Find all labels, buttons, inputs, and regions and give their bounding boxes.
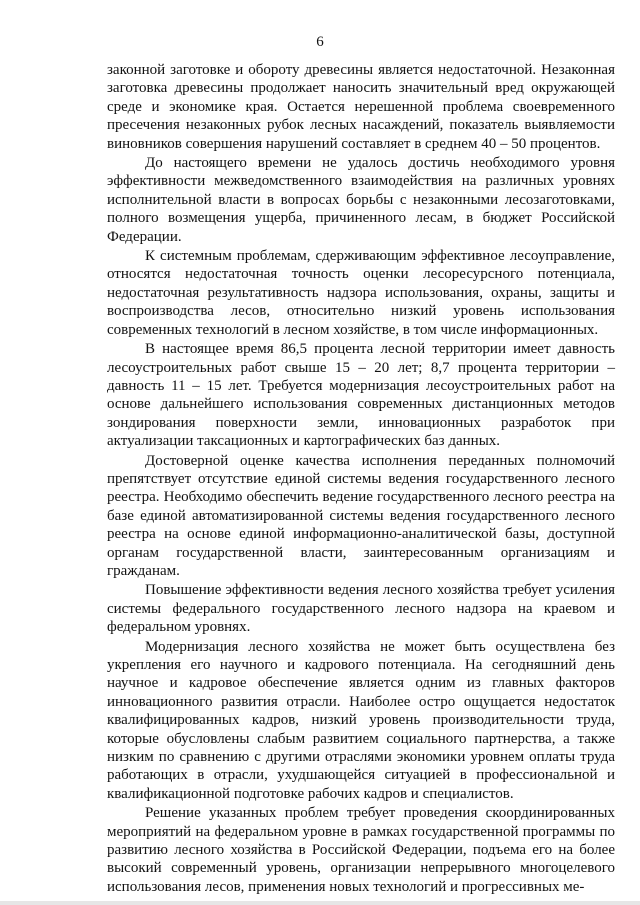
paragraph-4: В настоящее время 86,5 процента лесной территории имеет давность лесоустроительных работ свыше 15 – 20 лет; 8,7 процента территории – давность 11 – 15 лет. Требуется модернизация лесоустроительных работ на основе дальнейшего использования современных дистанционных методов зондирования поверхности земли, инновационных разработок при актуализации таксационных и картографических баз данных. (107, 341, 615, 450)
paragraph-5: Достоверной оценке качества исполнения переданных полномочий препятствует отсутствие единой системы ведения государственного лесного реестра. Необходимо обеспечить ведение государственного лесного реестра на базе единой автоматизированной системы ведения государственного лесного реестра на основе единой информационно-аналитической базы, доступной органам государственной власти, заинтересованным организациям и гражданам. (107, 452, 615, 579)
paragraph-7: Модернизация лесного хозяйства не может быть осуществлена без укрепления его научного и кадрового потенциала. На сегодняшний день научное и кадровое обеспечение является одним из главных факторов инновационного развития отрасли. Наиболее остро ощущается недостаток квалифицированных кадров, низкий уровень производительности труда, которые обусловлены слабым развитием социального партнерства, а также низким по сравнению с другими отраслями экономики уровнем оплаты труда работающих в отрасли, ухудшающейся ситуацией в профессиональной и квалификационной подготовке рабочих кадров и специалистов. (107, 638, 615, 802)
paragraph-1: законной заготовке и обороту древесины является недостаточной. Незаконная заготовка древесины продолжает наносить значительный вред окружающей среде и экономике края. Остается нерешенной проблема своевременного пресечения незаконных рубок лесных насаждений, показатель выявляемости виновников совершения нарушений составляет в среднем 40 – 50 процентов. (107, 62, 615, 152)
paragraph-2: До настоящего времени не удалось достичь необходимого уровня эффективности межведомственного взаимодействия на различных уровнях исполнительной власти в вопросах борьбы с незаконными лесозаготовками, полного возмещения ущерба, причиненного лесам, в бюджет Российской Федерации. (107, 155, 615, 245)
scan-bottom-edge (0, 901, 640, 905)
paragraph-8: Решение указанных проблем требует проведения скоординированных мероприятий на федеральном уровне в рамках государственной программы по развитию лесного хозяйства в Российской Федерации, подъема его на более высокий современный уровень, организации непрерывного многоцелевого использования лесов, применения новых технологий и прогрессивных ме- (107, 805, 615, 895)
paragraph-3: К системным проблемам, сдерживающим эффективное лесоуправление, относятся недостаточная точность оценки лесоресурсного потенциала, недостаточная результативность надзора использования, охраны, защиты и воспроизводства лесов, относительно низкий уровень использования современных технологий в лесном хозяйстве, в том числе информационных. (107, 248, 615, 338)
page-number: 6 (316, 34, 324, 50)
document-body (107, 61, 615, 896)
paragraph-6: Повышение эффективности ведения лесного хозяйства требует усиления системы федерального государственного лесного надзора на краевом и федеральном уровнях. (107, 582, 615, 636)
